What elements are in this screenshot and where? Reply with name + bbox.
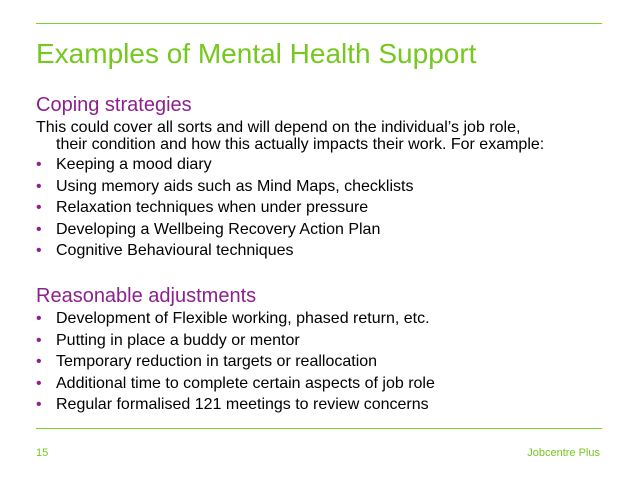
page-number: 15 xyxy=(36,447,49,459)
list-item-text: Using memory aids such as Mind Maps, checklists xyxy=(56,177,414,195)
bullet-icon: • xyxy=(36,331,42,349)
footer-brand: Jobcentre Plus xyxy=(527,447,600,459)
bullet-icon: • xyxy=(36,242,42,259)
list-item-text: Additional time to complete certain aspects of job role xyxy=(56,374,435,392)
reasonable-adjustments-list xyxy=(36,308,435,416)
bullet-icon: • xyxy=(36,177,42,195)
slide-title: Examples of Mental Health Support xyxy=(36,38,477,69)
bullet-icon: • xyxy=(36,156,42,173)
reasonable-adjustments-heading: Reasonable adjustments xyxy=(36,285,257,307)
list-item-text: Developing a Wellbeing Recovery Action Plan xyxy=(56,220,381,238)
list-item xyxy=(36,330,435,352)
bullet-icon: • xyxy=(36,199,42,216)
bullet-icon: • xyxy=(36,374,42,392)
bullet-icon: • xyxy=(36,310,42,327)
coping-intro-line-1: This could cover all sorts and will depend on the individual’s job role, xyxy=(36,119,521,136)
list-item-text: Putting in place a buddy or mentor xyxy=(56,331,300,349)
list-item-text: Relaxation techniques when under pressure xyxy=(56,199,369,216)
bottom-divider xyxy=(36,428,602,429)
list-item xyxy=(36,240,413,262)
list-item-text: Development of Flexible working, phased return, etc. xyxy=(56,310,430,327)
coping-strategies-heading: Coping strategies xyxy=(36,94,192,116)
list-item-text: Cognitive Behavioural techniques xyxy=(56,242,294,259)
list-item-text: Regular formalised 121 meetings to review concerns xyxy=(56,396,429,413)
coping-intro-line-2: their condition and how this actually impacts their work. For example: xyxy=(56,136,545,153)
list-item xyxy=(36,394,435,416)
list-item-text: Keeping a mood diary xyxy=(56,156,212,173)
top-divider xyxy=(36,23,602,24)
list-item xyxy=(36,176,413,198)
list-item xyxy=(36,197,413,219)
coping-strategies-list xyxy=(36,154,413,262)
bullet-icon: • xyxy=(36,220,42,238)
list-item xyxy=(36,308,435,330)
bullet-icon: • xyxy=(36,396,42,413)
list-item-text: Temporary reduction in targets or reallocation xyxy=(56,353,378,370)
bullet-icon: • xyxy=(36,353,42,370)
list-item xyxy=(36,373,435,395)
list-item xyxy=(36,219,413,241)
list-item xyxy=(36,351,435,373)
list-item xyxy=(36,154,413,176)
